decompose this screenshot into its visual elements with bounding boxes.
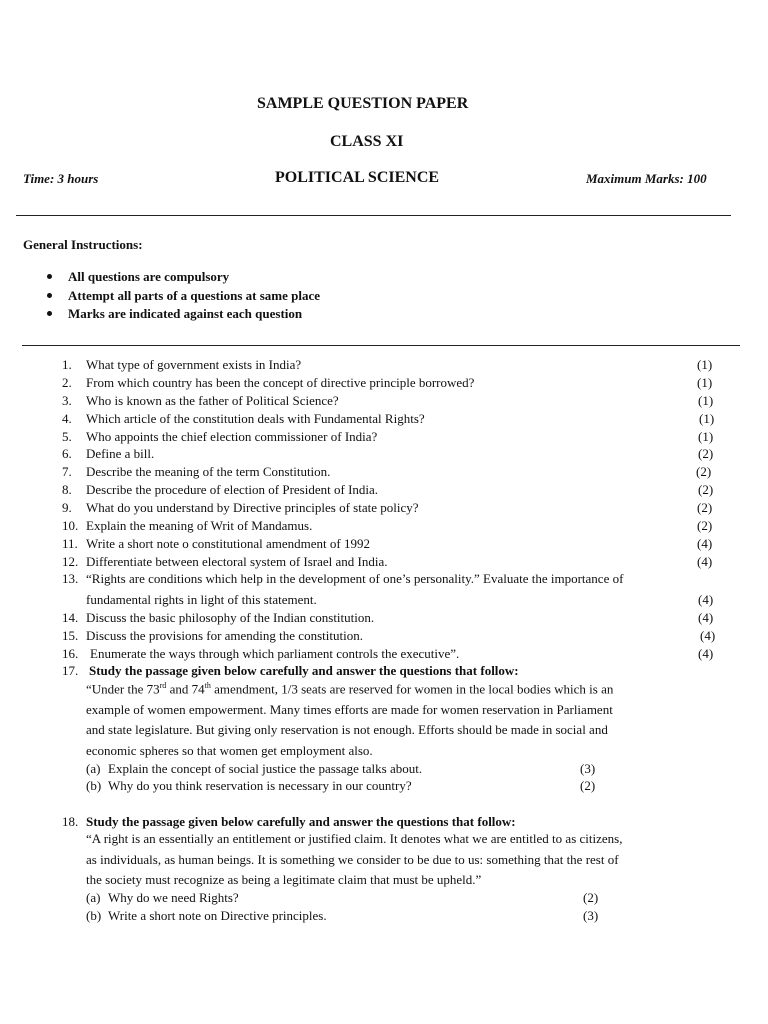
passage-line: “A right is an essentially an entitlement or justified claim. It denotes what we are entitled to as citizens, [86, 831, 623, 846]
subquestion-text: Write a short note on Directive principles. [108, 908, 327, 923]
subquestion-text: Why do you think reservation is necessary in our country? [108, 778, 412, 793]
subquestion-marks: (2) [580, 778, 596, 793]
question-marks: (1) [698, 393, 714, 408]
question-number: 11. [62, 536, 78, 551]
subject-label: POLITICAL SCIENCE [275, 169, 440, 186]
question-text: From which country has been the concept of directive principle borrowed? [86, 375, 475, 390]
subquestion-marks: (2) [583, 890, 599, 905]
question-number: 7. [62, 464, 72, 479]
header-divider [16, 215, 731, 216]
question-text: Discuss the basic philosophy of the Indian constitution. [86, 610, 375, 625]
question-text: What type of government exists in India? [86, 357, 302, 372]
question-number: 9. [62, 500, 72, 515]
instruction-item: Attempt all parts of a questions at same place [68, 288, 321, 303]
passage-line: economic spheres so that women get employment also. [86, 743, 373, 758]
question-text: Describe the procedure of election of President of India. [86, 482, 379, 497]
question-marks: (4) [698, 646, 714, 661]
subquestion-label: (a) [86, 761, 101, 776]
question-text: Explain the meaning of Writ of Mandamus. [86, 518, 313, 533]
passage-line: example of women empowerment. Many times efforts are made for women reservation in Parliament [86, 702, 613, 717]
question-marks: (2) [698, 482, 714, 497]
question-number: 2. [62, 375, 72, 390]
instruction-item: All questions are compulsory [68, 269, 230, 284]
question-text: Which article of the constitution deals with Fundamental Rights? [86, 411, 425, 426]
question-number: 13. [62, 571, 79, 586]
subquestion-label: (b) [86, 778, 102, 793]
question-number: 3. [62, 393, 72, 408]
question-number: 4. [62, 411, 72, 426]
bullet-icon [47, 274, 52, 279]
question-number: 8. [62, 482, 72, 497]
question-number: 15. [62, 628, 79, 643]
question-marks: (2) [697, 500, 713, 515]
question-marks: (4) [698, 610, 714, 625]
subquestion-text: Explain the concept of social justice the passage talks about. [108, 761, 423, 776]
time-label: Time: 3 hours [23, 171, 99, 186]
question-number: 6. [62, 446, 72, 461]
class-label: CLASS XI [330, 133, 404, 150]
question-number: 18. [62, 814, 79, 829]
question-number: 16. [62, 646, 79, 661]
question-text: What do you understand by Directive principles of state policy? [86, 500, 419, 515]
passage-heading: Study the passage given below carefully and answer the questions that follow: [89, 663, 519, 678]
bullet-icon [47, 293, 52, 298]
instructions-heading: General Instructions: [23, 237, 143, 252]
subquestion-marks: (3) [580, 761, 596, 776]
question-marks: (1) [699, 411, 715, 426]
paper-title: SAMPLE QUESTION PAPER [257, 95, 469, 112]
question-text: Describe the meaning of the term Constitution. [86, 464, 331, 479]
question-number: 1. [62, 357, 72, 372]
passage-heading: Study the passage given below carefully and answer the questions that follow: [86, 814, 516, 829]
question-text: Discuss the provisions for amending the constitution. [86, 628, 363, 643]
question-text-continued: fundamental rights in light of this statement. [86, 592, 317, 607]
question-text: Who appoints the chief election commissioner of India? [86, 429, 378, 444]
passage-line: “Under the 73rd and 74th amendment, 1/3 seats are reserved for women in the local bodies which is an [86, 681, 614, 697]
question-marks: (4) [697, 554, 713, 569]
subquestion-text: Why do we need Rights? [108, 890, 239, 905]
bullet-icon [47, 311, 52, 316]
question-number: 12. [62, 554, 79, 569]
question-marks: (2) [697, 518, 713, 533]
question-text: “Rights are conditions which help in the development of one’s personality.” Evaluate the importance of [86, 571, 624, 586]
question-marks: (2) [696, 464, 712, 479]
question-marks: (1) [697, 357, 713, 372]
subquestion-label: (a) [86, 890, 101, 905]
question-text: Enumerate the ways through which parliament controls the executive”. [90, 646, 460, 661]
question-marks: (1) [698, 429, 714, 444]
question-marks: (4) [700, 628, 716, 643]
question-marks: (4) [698, 592, 714, 607]
question-marks: (2) [698, 446, 714, 461]
question-text: Differentiate between electoral system of Israel and India. [86, 554, 388, 569]
question-number: 14. [62, 610, 79, 625]
passage-line: as individuals, as human beings. It is something we consider to be due to us: something that the rest of [86, 852, 619, 867]
subquestion-label: (b) [86, 908, 102, 923]
passage-line: and state legislature. But giving only reservation is not enough. Efforts should be made in social and [86, 722, 608, 737]
max-marks-label: Maximum Marks: 100 [586, 171, 707, 186]
question-number: 17. [62, 663, 79, 678]
question-text: Who is known as the father of Political Science? [86, 393, 339, 408]
passage-line: the society must recognize as being a legitimate claim that must be upheld.” [86, 872, 482, 887]
subquestion-marks: (3) [583, 908, 599, 923]
instruction-item: Marks are indicated against each question [68, 306, 303, 321]
question-number: 10. [62, 518, 79, 533]
instructions-divider [22, 345, 740, 346]
question-text: Define a bill. [86, 446, 155, 461]
question-text: Write a short note o constitutional amendment of 1992 [86, 536, 370, 551]
question-marks: (4) [697, 536, 713, 551]
question-marks: (1) [697, 375, 713, 390]
question-number: 5. [62, 429, 72, 444]
